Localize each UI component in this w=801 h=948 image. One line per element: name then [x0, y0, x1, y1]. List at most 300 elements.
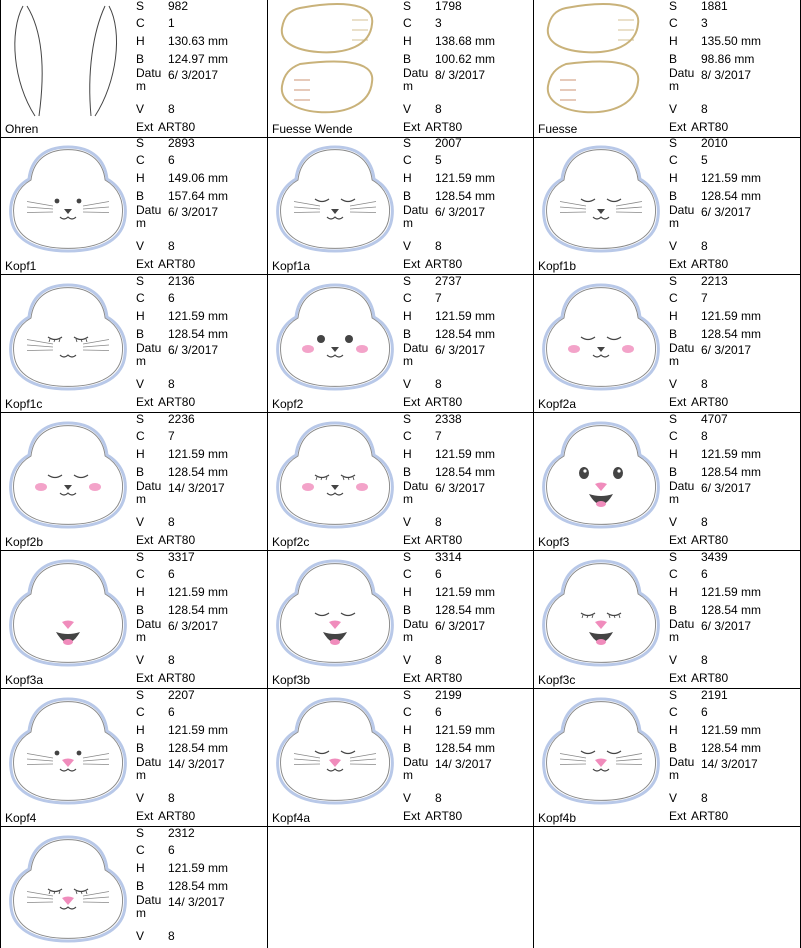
bunny-head-icon	[538, 139, 664, 257]
info-value: 6/ 3/2017	[435, 343, 486, 357]
empty-cell	[534, 827, 801, 948]
info-label: C	[136, 291, 145, 305]
design-card[interactable]	[534, 137, 801, 275]
info-label: S	[669, 551, 678, 564]
design-name: Kopf3	[538, 535, 570, 549]
info-value: 128.54 mm	[701, 327, 762, 341]
info-value: 138.68 mm	[435, 34, 496, 48]
info-label: B	[669, 52, 678, 66]
info-label: V	[403, 239, 412, 253]
info-label: Datum	[403, 479, 429, 506]
info-value: 3314	[435, 551, 462, 564]
info-value: 128.54 mm	[435, 603, 496, 617]
info-label: C	[136, 567, 145, 581]
info-value: 982	[168, 0, 189, 13]
info-value: 14/ 3/2017	[168, 757, 225, 771]
bunny-head-icon	[272, 691, 398, 809]
info-label: Datum	[403, 341, 429, 368]
info-value: 2236	[168, 413, 195, 426]
info-value: ART80	[425, 395, 463, 409]
bunny-head-icon	[538, 277, 664, 395]
info-label: B	[669, 189, 678, 203]
info-value: ART80	[691, 533, 729, 547]
info-value: 8	[701, 102, 708, 116]
info-label: C	[403, 16, 412, 30]
info-value: 7	[168, 429, 175, 443]
info-label: H	[669, 723, 678, 737]
info-label: B	[403, 465, 412, 479]
head-outline	[278, 561, 393, 665]
info-label: V	[136, 515, 145, 529]
info-label: B	[669, 603, 678, 617]
info-value: 2893	[168, 137, 195, 150]
info-label: Datum	[136, 341, 162, 368]
info-value: ART80	[425, 533, 463, 547]
info-value: 8	[701, 653, 708, 667]
info-label: S	[403, 275, 412, 288]
info-value: 6/ 3/2017	[435, 205, 486, 219]
design-card[interactable]	[534, 0, 801, 138]
head-outline	[11, 423, 126, 527]
info-label: H	[669, 309, 678, 323]
info-value: ART80	[425, 671, 463, 685]
design-name: Kopf2c	[272, 535, 310, 549]
design-card[interactable]	[0, 275, 268, 413]
info-value: 2191	[701, 689, 728, 702]
bunny-head-icon	[5, 277, 131, 395]
info-label: V	[669, 791, 678, 805]
info-value: 7	[435, 429, 442, 443]
bunny-head-icon	[538, 553, 664, 671]
info-label: Datum	[669, 479, 695, 506]
info-label: C	[669, 429, 678, 443]
head-outline	[11, 147, 126, 251]
info-label: H	[136, 723, 145, 737]
info-value: 6/ 3/2017	[168, 343, 219, 357]
info-label: H	[403, 585, 412, 599]
info-value: ART80	[158, 120, 196, 134]
info-label: H	[136, 34, 145, 48]
info-label: V	[403, 377, 412, 391]
head-outline	[11, 837, 126, 941]
info-label: H	[136, 447, 145, 461]
info-value: 8	[435, 653, 442, 667]
info-label: S	[136, 137, 145, 150]
info-label: V	[403, 791, 412, 805]
info-label: H	[669, 34, 678, 48]
info-label: S	[403, 551, 412, 564]
info-value: 121.59 mm	[435, 171, 496, 185]
info-value: 128.54 mm	[435, 465, 496, 479]
design-name: Kopf1	[5, 259, 37, 273]
bunny-head-icon	[5, 691, 131, 809]
info-value: ART80	[425, 257, 463, 271]
info-value: 4707	[701, 413, 728, 426]
info-value: 121.59 mm	[168, 447, 229, 461]
head-outline	[278, 285, 393, 389]
info-value: 14/ 3/2017	[701, 757, 758, 771]
empty-cell	[268, 827, 534, 948]
info-label: Ext	[403, 533, 421, 547]
head-outline	[11, 561, 126, 665]
design-card[interactable]	[0, 0, 268, 138]
info-label: Datum	[403, 617, 429, 644]
info-value: 128.54 mm	[435, 189, 496, 203]
design-name: Kopf2a	[538, 397, 577, 411]
info-value: 8	[701, 515, 708, 529]
info-label: C	[403, 567, 412, 581]
info-value: 6/ 3/2017	[168, 205, 219, 219]
info-label: V	[136, 239, 145, 253]
info-value: 128.54 mm	[701, 465, 762, 479]
info-value: 14/ 3/2017	[168, 481, 225, 495]
info-label: Ext	[136, 395, 154, 409]
design-name: Kopf3a	[5, 673, 44, 687]
info-label: S	[136, 0, 145, 13]
info-value: 128.54 mm	[168, 603, 229, 617]
info-label: Ext	[136, 120, 154, 134]
design-card[interactable]	[534, 275, 801, 413]
info-value: 1881	[701, 0, 728, 13]
info-value: 8	[435, 102, 442, 116]
info-value: 128.54 mm	[168, 741, 229, 755]
design-card[interactable]	[534, 689, 801, 827]
info-label: V	[136, 653, 145, 667]
info-value: 98.86 mm	[701, 52, 755, 66]
info-label: S	[669, 137, 678, 150]
design-name: Kopf4b	[538, 811, 577, 825]
bunny-head-icon	[5, 139, 131, 257]
info-label: V	[403, 653, 412, 667]
info-value: 6	[168, 705, 175, 719]
info-label: H	[403, 171, 412, 185]
info-value: ART80	[425, 120, 463, 134]
info-value: 14/ 3/2017	[435, 757, 492, 771]
info-value: 128.54 mm	[435, 741, 496, 755]
info-label: Datum	[136, 617, 162, 644]
info-label: Ext	[403, 120, 421, 134]
info-value: 121.59 mm	[168, 585, 229, 599]
info-value: 8/ 3/2017	[435, 68, 486, 82]
info-value: 121.59 mm	[435, 585, 496, 599]
info-label: B	[136, 189, 145, 203]
info-label: S	[136, 689, 145, 702]
info-value: ART80	[691, 120, 729, 134]
info-value: 8	[168, 239, 175, 253]
info-value: 6/ 3/2017	[435, 481, 486, 495]
design-name: Kopf2b	[5, 535, 44, 549]
design-card[interactable]	[0, 689, 268, 827]
info-value: 6/ 3/2017	[168, 68, 219, 82]
bunny-head-icon	[538, 415, 664, 533]
head-outline	[544, 699, 659, 803]
design-card[interactable]	[0, 551, 268, 689]
info-value: 3	[435, 16, 442, 30]
info-value: 8	[168, 377, 175, 391]
info-label: C	[403, 153, 412, 167]
info-value: 128.54 mm	[168, 465, 229, 479]
info-value: ART80	[691, 395, 729, 409]
info-value: ART80	[158, 395, 196, 409]
info-value: 6	[168, 843, 175, 857]
info-value: ART80	[691, 257, 729, 271]
info-label: B	[136, 879, 145, 893]
info-value: 2312	[168, 827, 195, 840]
info-label: C	[669, 705, 678, 719]
info-value: 121.59 mm	[701, 171, 762, 185]
design-card[interactable]	[0, 413, 268, 551]
design-name: Kopf1c	[5, 397, 43, 411]
info-label: V	[669, 377, 678, 391]
info-label: B	[136, 52, 145, 66]
info-value: 5	[435, 153, 442, 167]
info-value: 121.59 mm	[701, 447, 762, 461]
info-value: 8	[701, 791, 708, 805]
info-value: 130.63 mm	[168, 34, 229, 48]
info-value: 1798	[435, 0, 462, 13]
head-outline	[544, 285, 659, 389]
info-label: V	[136, 377, 145, 391]
info-value: 121.59 mm	[435, 447, 496, 461]
head-outline	[278, 147, 393, 251]
info-label: Datum	[136, 203, 162, 230]
info-value: 2199	[435, 689, 462, 702]
info-label: S	[669, 0, 678, 13]
info-value: 2010	[701, 137, 728, 150]
info-label: B	[669, 465, 678, 479]
info-label: H	[136, 585, 145, 599]
design-card[interactable]	[268, 689, 534, 827]
info-value: 3439	[701, 551, 728, 564]
head-outline	[544, 147, 659, 251]
info-label: H	[669, 585, 678, 599]
info-label: V	[136, 929, 145, 943]
info-label: B	[669, 327, 678, 341]
bunny-ears-icon	[5, 2, 131, 120]
info-label: B	[403, 741, 412, 755]
info-label: B	[136, 465, 145, 479]
info-label: H	[669, 447, 678, 461]
info-label: Ext	[136, 533, 154, 547]
bunny-feet-icon	[538, 2, 664, 120]
info-value: 149.06 mm	[168, 171, 229, 185]
bunny-head-icon	[272, 139, 398, 257]
info-value: 8	[435, 377, 442, 391]
info-label: H	[136, 861, 145, 875]
info-label: Datum	[136, 755, 162, 782]
info-value: 2136	[168, 275, 195, 288]
info-label: B	[136, 741, 145, 755]
info-value: 8	[701, 429, 708, 443]
info-value: 6/ 3/2017	[701, 481, 752, 495]
info-label: V	[669, 102, 678, 116]
info-label: Datum	[403, 755, 429, 782]
info-value: 121.59 mm	[435, 723, 496, 737]
design-card[interactable]	[268, 551, 534, 689]
bunny-feet-icon	[272, 2, 398, 120]
info-label: S	[136, 551, 145, 564]
info-value: 8	[168, 791, 175, 805]
bunny-head-icon	[272, 415, 398, 533]
design-card[interactable]	[534, 551, 801, 689]
info-value: 121.59 mm	[701, 309, 762, 323]
info-value: 8	[168, 515, 175, 529]
head-outline	[544, 561, 659, 665]
info-label: H	[403, 447, 412, 461]
info-value: 8	[435, 791, 442, 805]
design-name: Kopf4a	[272, 811, 311, 825]
design-name: Kopf1a	[272, 259, 311, 273]
design-card[interactable]	[268, 413, 534, 551]
info-value: ART80	[691, 671, 729, 685]
info-value: 124.97 mm	[168, 52, 229, 66]
info-value: 6/ 3/2017	[435, 619, 486, 633]
design-card[interactable]	[268, 0, 534, 138]
info-label: C	[403, 291, 412, 305]
info-label: Datum	[136, 66, 162, 93]
info-value: 121.59 mm	[701, 585, 762, 599]
info-value: 6	[168, 153, 175, 167]
info-value: ART80	[158, 533, 196, 547]
info-label: V	[669, 239, 678, 253]
info-value: 121.59 mm	[168, 861, 229, 875]
info-label: H	[669, 171, 678, 185]
info-label: C	[403, 429, 412, 443]
info-label: Ext	[403, 395, 421, 409]
design-name: Fuesse	[538, 122, 578, 136]
info-label: Datum	[669, 617, 695, 644]
info-label: V	[403, 515, 412, 529]
info-value: 121.59 mm	[168, 723, 229, 737]
info-label: V	[669, 653, 678, 667]
info-label: Ext	[136, 809, 154, 823]
design-card[interactable]	[268, 275, 534, 413]
info-value: 8	[168, 653, 175, 667]
info-label: Datum	[669, 755, 695, 782]
info-value: 2207	[168, 689, 195, 702]
info-label: H	[136, 309, 145, 323]
info-value: 128.54 mm	[701, 741, 762, 755]
head-outline	[278, 423, 393, 527]
info-label: V	[669, 515, 678, 529]
info-value: 3	[701, 16, 708, 30]
info-label: Ext	[136, 671, 154, 685]
head-outline	[11, 699, 126, 803]
design-card[interactable]	[0, 137, 268, 275]
info-label: C	[669, 153, 678, 167]
info-label: Datum	[669, 203, 695, 230]
design-card[interactable]	[268, 137, 534, 275]
info-value: 121.59 mm	[435, 309, 496, 323]
info-label: H	[403, 723, 412, 737]
info-label: Datum	[136, 479, 162, 506]
info-value: 1	[168, 16, 175, 30]
info-label: C	[403, 705, 412, 719]
info-value: 6	[168, 291, 175, 305]
info-label: C	[136, 153, 145, 167]
head-outline	[11, 285, 126, 389]
design-name: Kopf3c	[538, 673, 576, 687]
bunny-head-icon	[5, 415, 131, 533]
design-card[interactable]	[534, 413, 801, 551]
info-value: 6	[701, 567, 708, 581]
info-value: 100.62 mm	[435, 52, 496, 66]
info-label: Ext	[403, 809, 421, 823]
info-label: S	[403, 689, 412, 702]
info-value: ART80	[158, 257, 196, 271]
info-label: Datum	[403, 66, 429, 93]
info-label: Datum	[669, 341, 695, 368]
info-value: 6	[168, 567, 175, 581]
info-value: 2338	[435, 413, 462, 426]
info-label: B	[136, 327, 145, 341]
info-label: S	[136, 275, 145, 288]
info-value: 8	[168, 929, 175, 943]
info-value: 7	[701, 291, 708, 305]
info-label: Ext	[669, 257, 687, 271]
design-name: Kopf1b	[538, 259, 577, 273]
info-value: 7	[435, 291, 442, 305]
info-label: B	[403, 603, 412, 617]
info-value: 6/ 3/2017	[701, 619, 752, 633]
bunny-head-icon	[272, 277, 398, 395]
info-label: H	[403, 309, 412, 323]
info-label: C	[136, 843, 145, 857]
info-label: B	[669, 741, 678, 755]
info-label: Ext	[403, 671, 421, 685]
info-label: Datum	[403, 203, 429, 230]
info-label: V	[403, 102, 412, 116]
info-value: 6/ 3/2017	[701, 343, 752, 357]
info-label: C	[669, 291, 678, 305]
design-name: Kopf3b	[272, 673, 311, 687]
info-label: Ext	[669, 671, 687, 685]
info-label: S	[136, 827, 145, 840]
info-label: S	[403, 413, 412, 426]
info-value: 121.59 mm	[168, 309, 229, 323]
info-label: S	[136, 413, 145, 426]
design-card[interactable]	[0, 827, 268, 948]
info-label: Ext	[403, 257, 421, 271]
info-value: 128.54 mm	[168, 879, 229, 893]
info-value: 121.59 mm	[701, 723, 762, 737]
info-value: 8	[701, 239, 708, 253]
info-label: C	[136, 705, 145, 719]
info-value: ART80	[158, 671, 196, 685]
info-label: C	[136, 429, 145, 443]
info-value: 6	[435, 705, 442, 719]
info-value: 128.54 mm	[435, 327, 496, 341]
head-outline	[544, 423, 659, 527]
info-value: 3317	[168, 551, 195, 564]
info-label: H	[403, 34, 412, 48]
info-value: 6	[435, 567, 442, 581]
info-value: 157.64 mm	[168, 189, 229, 203]
info-label: B	[403, 189, 412, 203]
info-label: V	[136, 791, 145, 805]
info-value: ART80	[158, 809, 196, 823]
bunny-head-icon	[5, 829, 131, 947]
info-label: Datum	[136, 893, 162, 920]
info-label: Ext	[669, 395, 687, 409]
info-value: 128.54 mm	[701, 603, 762, 617]
info-label: S	[669, 413, 678, 426]
info-label: S	[669, 689, 678, 702]
info-value: 128.54 mm	[168, 327, 229, 341]
info-label: C	[669, 567, 678, 581]
info-label: B	[403, 52, 412, 66]
info-label: C	[136, 16, 145, 30]
